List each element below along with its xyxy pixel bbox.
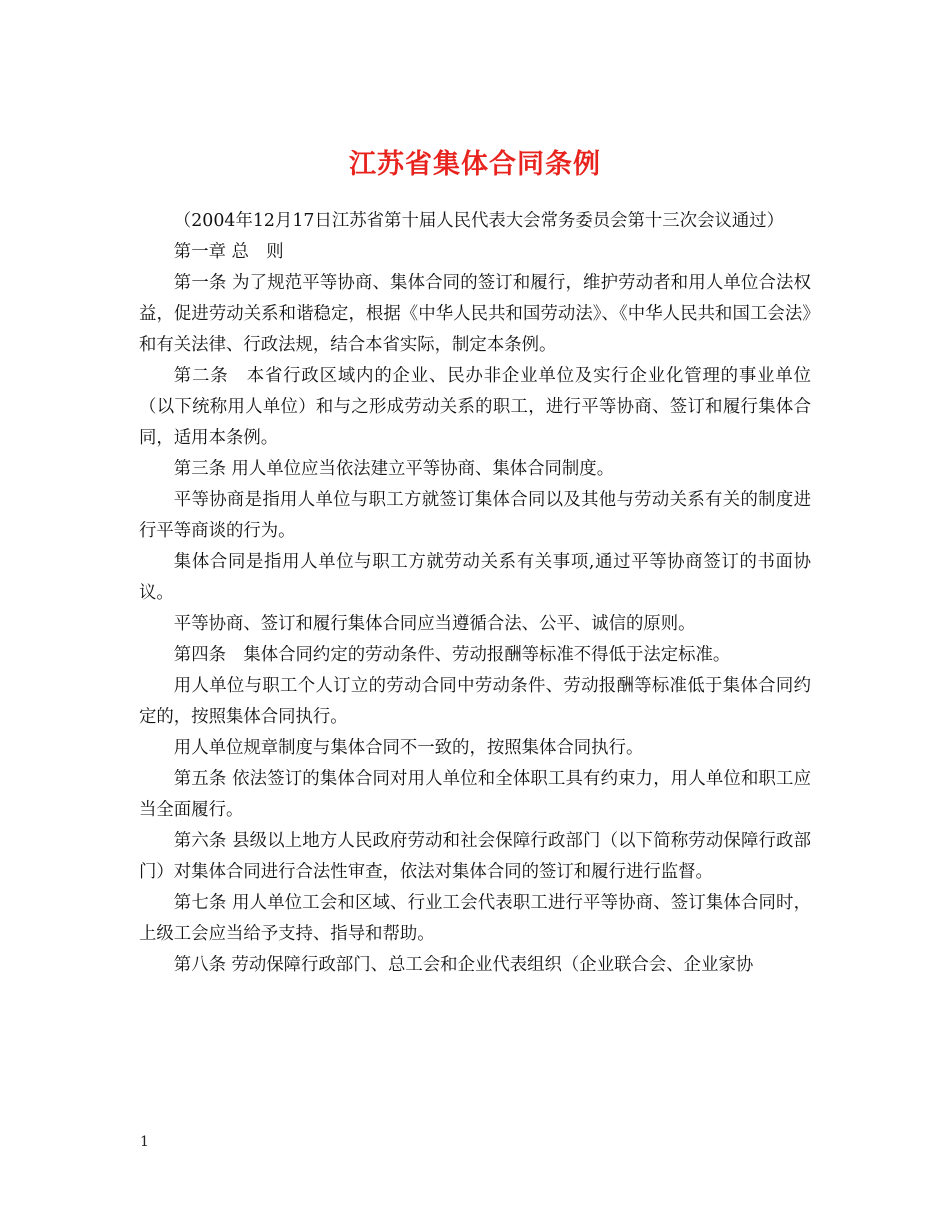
article-paragraph: 第六条 县级以上地方人民政府劳动和社会保障行政部门（以下简称劳动保障行政部门）对集体合同进行合法性审查，依法对集体合同的签订和履行进行监督。 [139, 831, 811, 882]
article-paragraph: 第三条 用人单位应当依法建立平等协商、集体合同制度。 [173, 459, 615, 479]
document-title: 江苏省集体合同条例 [349, 149, 601, 181]
article-paragraph: 平等协商是指用人单位与职工方就签订集体合同以及其他与劳动关系有关的制度进行平等商谈的行为。 [139, 490, 811, 541]
chapter-heading: 第一章 总 则 [173, 242, 284, 262]
article-paragraph: 第四条 集体合同约定的劳动条件、劳动报酬等标准不得低于法定标准。 [173, 645, 731, 665]
page-number: 1 [140, 1134, 149, 1150]
article-paragraph: 平等协商、签订和履行集体合同应当遵循合法、公平、诚信的原则。 [173, 614, 696, 634]
adoption-note: （2004年12月17日江苏省第十届人民代表大会常务委员会第十三次会议通过） [173, 211, 785, 231]
document-body [139, 206, 811, 981]
article-paragraph: 第八条 劳动保障行政部门、总工会和企业代表组织（企业联合会、企业家协 [173, 955, 754, 975]
article-paragraph: 第五条 依法签订的集体合同对用人单位和全体职工具有约束力，用人单位和职工应当全面履行。 [139, 769, 811, 820]
article-paragraph: 第一条 为了规范平等协商、集体合同的签订和履行，维护劳动者和用人单位合法权益，促进劳动关系和谐稳定，根据《中华人民共和国劳动法》、《中华人民共和国工会法》和有关法律、行政法规，结合本省实际，制定本条例。 [139, 273, 811, 355]
article-paragraph: 集体合同是指用人单位与职工方就劳动关系有关事项,通过平等协商签订的书面协议。 [139, 552, 811, 603]
article-paragraph: 用人单位规章制度与集体合同不一致的，按照集体合同执行。 [173, 738, 644, 758]
article-paragraph: 第七条 用人单位工会和区域、行业工会代表职工进行平等协商、签订集体合同时，上级工会应当给予支持、指导和帮助。 [139, 893, 811, 944]
article-paragraph: 用人单位与职工个人订立的劳动合同中劳动条件、劳动报酬等标准低于集体合同约定的，按照集体合同执行。 [139, 676, 811, 727]
article-paragraph: 第二条 本省行政区域内的企业、民办非企业单位及实行企业化管理的事业单位（以下统称用人单位）和与之形成劳动关系的职工，进行平等协商、签订和履行集体合同，适用本条例。 [139, 366, 811, 448]
